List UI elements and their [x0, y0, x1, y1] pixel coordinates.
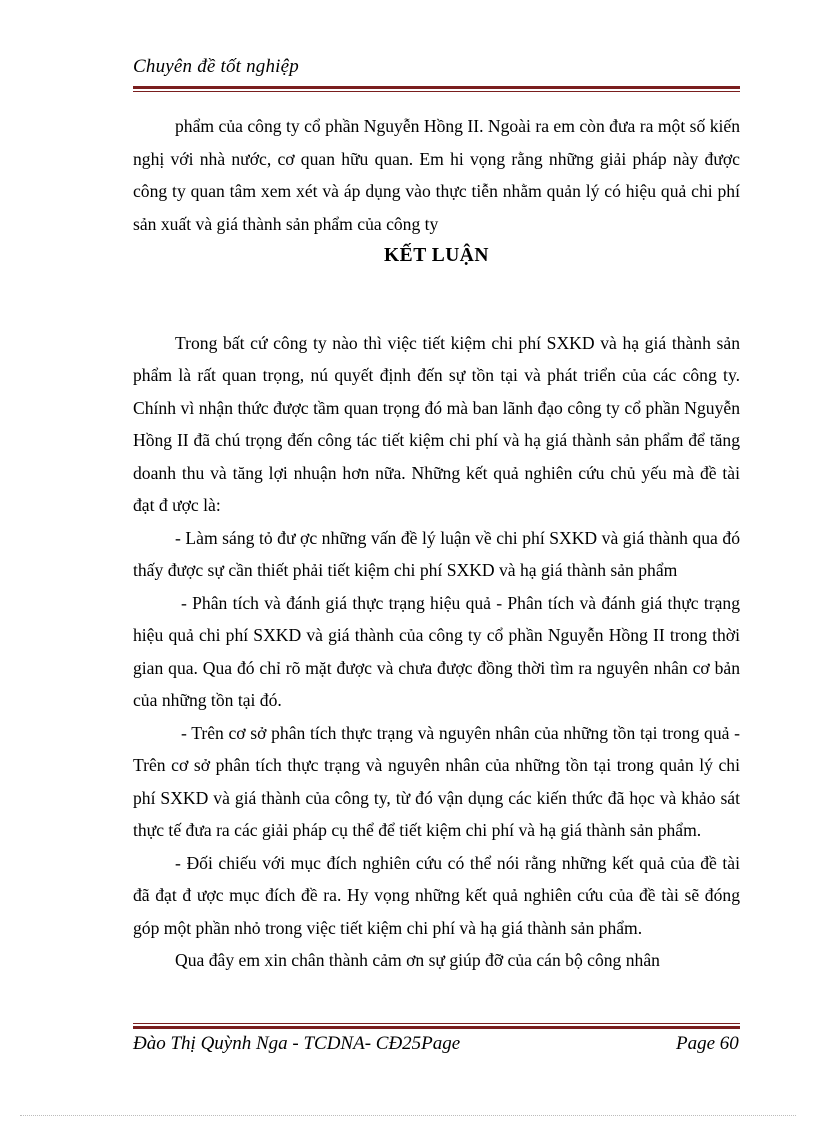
- page-number: Page 60: [676, 1033, 739, 1054]
- paragraph-5: - Đối chiếu với mục đích nghiên cứu có thể nói rằng những kết quả của đề tài đã đạt đ ược mục đích đề ra. Hy vọng những kết quả nghiên cứu của đề tài sẽ đóng góp một phần nhỏ trong việc tiết kiệm chi phí và hạ giá thành sản phẩm.: [133, 852, 740, 938]
- header-rule: [133, 86, 740, 92]
- paragraph-1: Trong bất cứ công ty nào thì việc tiết kiệm chi phí SXKD và hạ giá thành sản phẩm là rất quan trọng, nú quyết định đến sự tồn tại và phát triển của các công ty. Chính vì nhận thức được tầm quan trọng đó mà ban lãnh đạo công ty cổ phần Nguyễn Hồng II đã chú trọng đến công tác tiết kiệm chi phí và hạ giá thành sản phẩm để tăng doanh thu và tăng lợi nhuận hơn nữa. Những kết quả nghiên cứu chủ yếu mà đề tài đạt đ ược là:: [133, 332, 740, 515]
- page-boundary: [20, 1115, 796, 1116]
- body-content: [133, 110, 740, 977]
- section-heading: KẾT LUẬN: [384, 245, 489, 266]
- paragraph-2: - Làm sáng tỏ đư ợc những vấn đề lý luận về chi phí SXKD và giá thành qua đó thấy được sự cần thiết phải tiết kiệm chi phí SXKD và hạ giá thành sản phẩm: [133, 527, 740, 580]
- paragraph-3: - Phân tích và đánh giá thực trạng hiệu quả - Phân tích và đánh giá thực trạng hiệu quả chi phí SXKD và giá thành của công ty cổ phần Nguyễn Hồng II trong thời gian qua. Qua đó chỉ rõ mặt được và chưa được đồng thời tìm ra nguyên nhân cơ bản của những tồn tại đó.: [133, 592, 740, 710]
- intro-paragraph: phẩm của công ty cổ phần Nguyễn Hồng II. Ngoài ra em còn đưa ra một số kiến nghị với nhà nước, cơ quan hữu quan. Em hi vọng rằng những giải pháp này được công ty quan tâm xem xét và áp dụng vào thực tiễn nhằm quản lý có hiệu quả chi phí sản xuất và giá thành sản phẩm của công ty: [133, 116, 740, 234]
- paragraph-6: Qua đây em xin chân thành cảm ơn sự giúp đỡ của cán bộ công nhân: [175, 950, 660, 970]
- header-title: Chuyên đề tốt nghiệp: [133, 56, 299, 77]
- paragraph-4: - Trên cơ sở phân tích thực trạng và nguyên nhân của những tồn tại trong quả - Trên cơ sở phân tích thực trạng và nguyên nhân của những tồn tại trong quản lý chi phí SXKD và giá thành của công ty, từ đó vận dụng các kiến thức đã học và khảo sát thực tế đưa ra các giải pháp cụ thể để tiết kiệm chi phí và hạ giá thành sản phẩm.: [133, 722, 740, 840]
- footer-rule: [133, 1023, 740, 1029]
- footer-author: Đào Thị Quỳnh Nga - TCDNA- CĐ25Page: [133, 1033, 461, 1054]
